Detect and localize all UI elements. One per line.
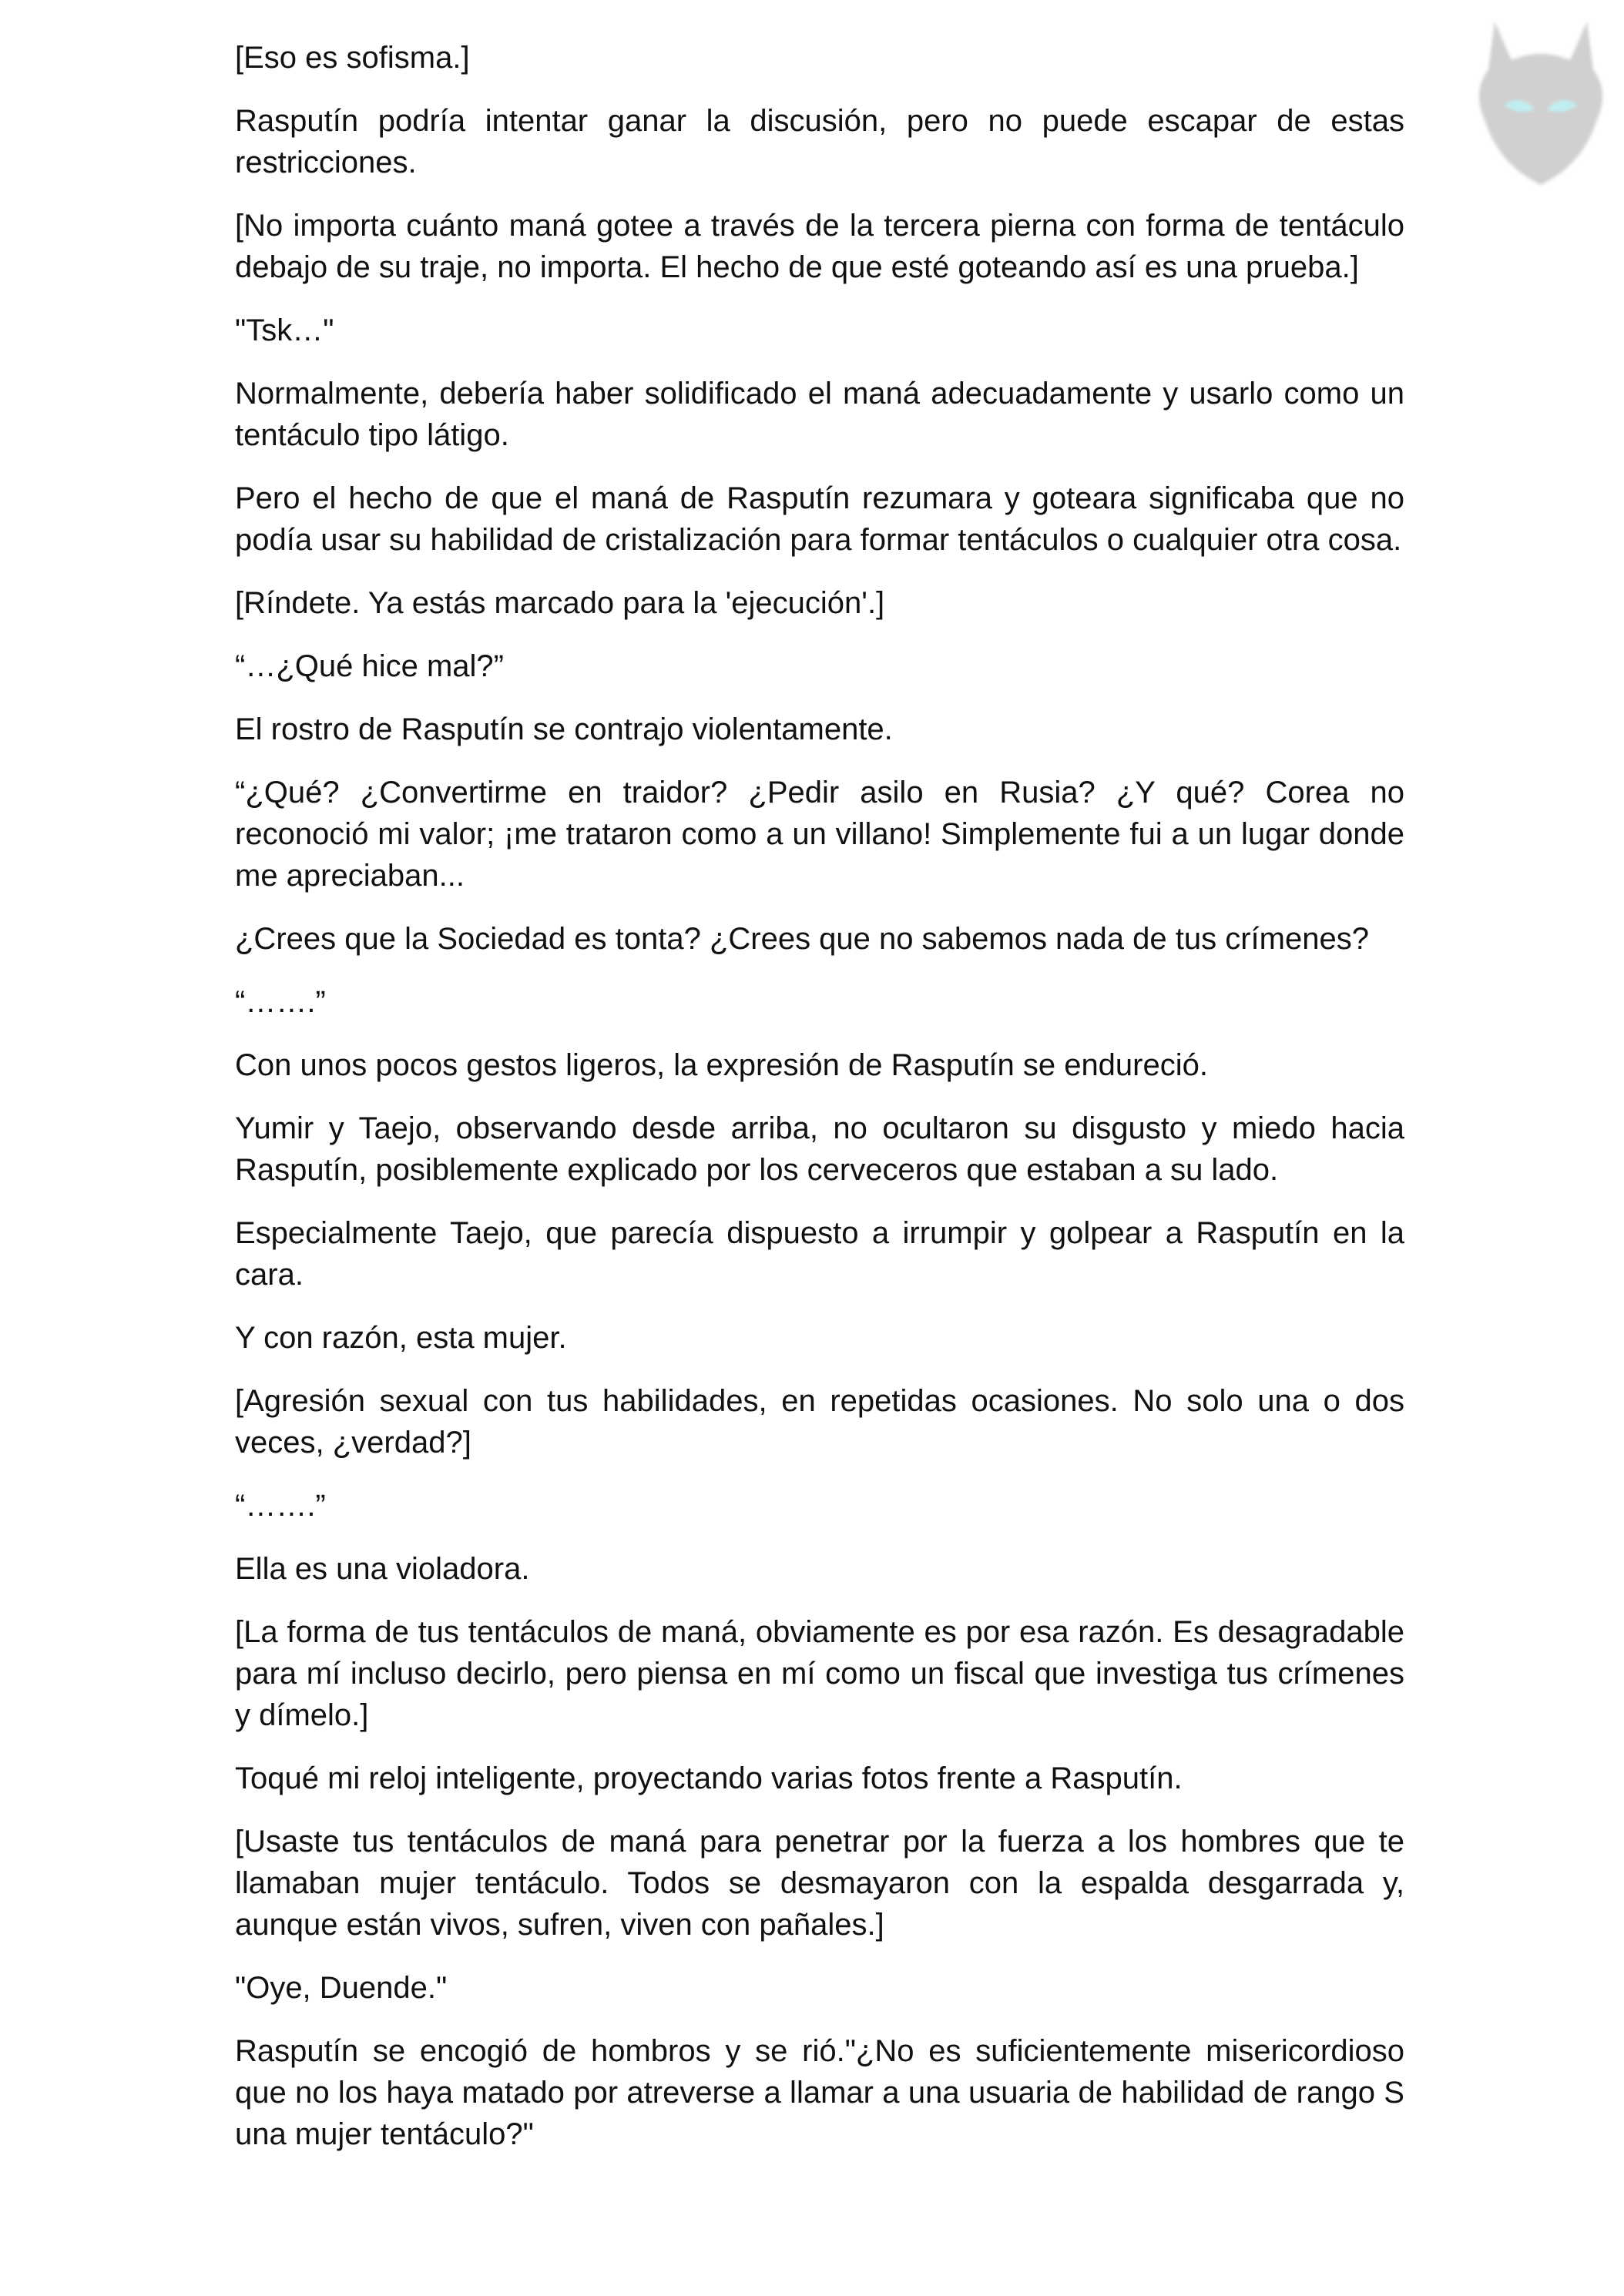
paragraph: [La forma de tus tentáculos de maná, obviamente es por esa razón. Es desagradable para mí incluso decirlo, pero piensa en mí como un fiscal que investiga tus crímenes y dímelo.] — [235, 1615, 1404, 1732]
paragraph: Con unos pocos gestos ligeros, la expresión de Rasputín se endureció. — [235, 1048, 1208, 1082]
paragraph: “…….” — [235, 1489, 326, 1523]
paragraph: [Ríndete. Ya estás marcado para la 'ejecución'.] — [235, 586, 885, 620]
paragraph: Yumir y Taejo, observando desde arriba, no ocultaron su disgusto y miedo hacia Rasputín, posiblemente explicado por los cerveceros que estaban a su lado. — [235, 1111, 1404, 1187]
paragraph: “¿Qué? ¿Convertirme en traidor? ¿Pedir asilo en Rusia? ¿Y qué? Corea no reconoció mi valor; ¡me trataron como a un villano! Simplemente fui a un lugar donde me apreciaban... — [235, 776, 1404, 893]
paragraph: [Usaste tus tentáculos de maná para penetrar por la fuerza a los hombres que te llamaban mujer tentáculo. Todos se desmayaron con la espalda desgarrada y, aunque están vivos, sufren, viven con pañales.] — [235, 1825, 1404, 1942]
paragraph: [No importa cuánto maná gotee a través de la tercera pierna con forma de tentáculo debajo de su traje, no importa. El hecho de que esté goteando así es una prueba.] — [235, 209, 1404, 284]
paragraph: Pero el hecho de que el maná de Rasputín rezumara y goteara significaba que no podía usar su habilidad de cristalización para formar tentáculos o cualquier otra cosa. — [235, 481, 1404, 557]
paragraph: “…….” — [235, 985, 326, 1019]
paragraph: Toqué mi reloj inteligente, proyectando varias fotos frente a Rasputín. — [235, 1761, 1183, 1795]
paragraph: Especialmente Taejo, que parecía dispuesto a irrumpir y golpear a Rasputín en la cara. — [235, 1216, 1404, 1292]
paragraph: [Eso es sofisma.] — [235, 41, 470, 75]
paragraph: Ella es una violadora. — [235, 1552, 530, 1586]
paragraph: Y con razón, esta mujer. — [235, 1321, 567, 1355]
paragraph: “…¿Qué hice mal?” — [235, 649, 504, 683]
paragraph: El rostro de Rasputín se contrajo violentamente. — [235, 712, 893, 746]
paragraph: [Agresión sexual con tus habilidades, en repetidas ocasiones. No solo una o dos veces, ¿verdad?] — [235, 1384, 1404, 1460]
paragraph: Normalmente, debería haber solidificado el maná adecuadamente y usarlo como un tentáculo tipo látigo. — [235, 377, 1404, 452]
paragraph: "Oye, Duende." — [235, 1971, 448, 2005]
demon-head-icon — [1464, 14, 1618, 191]
paragraph: Rasputín podría intentar ganar la discusión, pero no puede escapar de estas restricciones. — [235, 104, 1404, 179]
document-body — [235, 37, 1404, 2177]
paragraph: ¿Crees que la Sociedad es tonta? ¿Crees que no sabemos nada de tus crímenes? — [235, 922, 1369, 956]
paragraph: Rasputín se encogió de hombros y se rió."¿No es suficientemente misericordioso que no los haya matado por atreverse a llamar a una usuaria de habilidad de rango S una mujer tentáculo?" — [235, 2034, 1404, 2151]
paragraph: "Tsk…" — [235, 313, 334, 347]
watermark-logo — [1464, 14, 1618, 191]
